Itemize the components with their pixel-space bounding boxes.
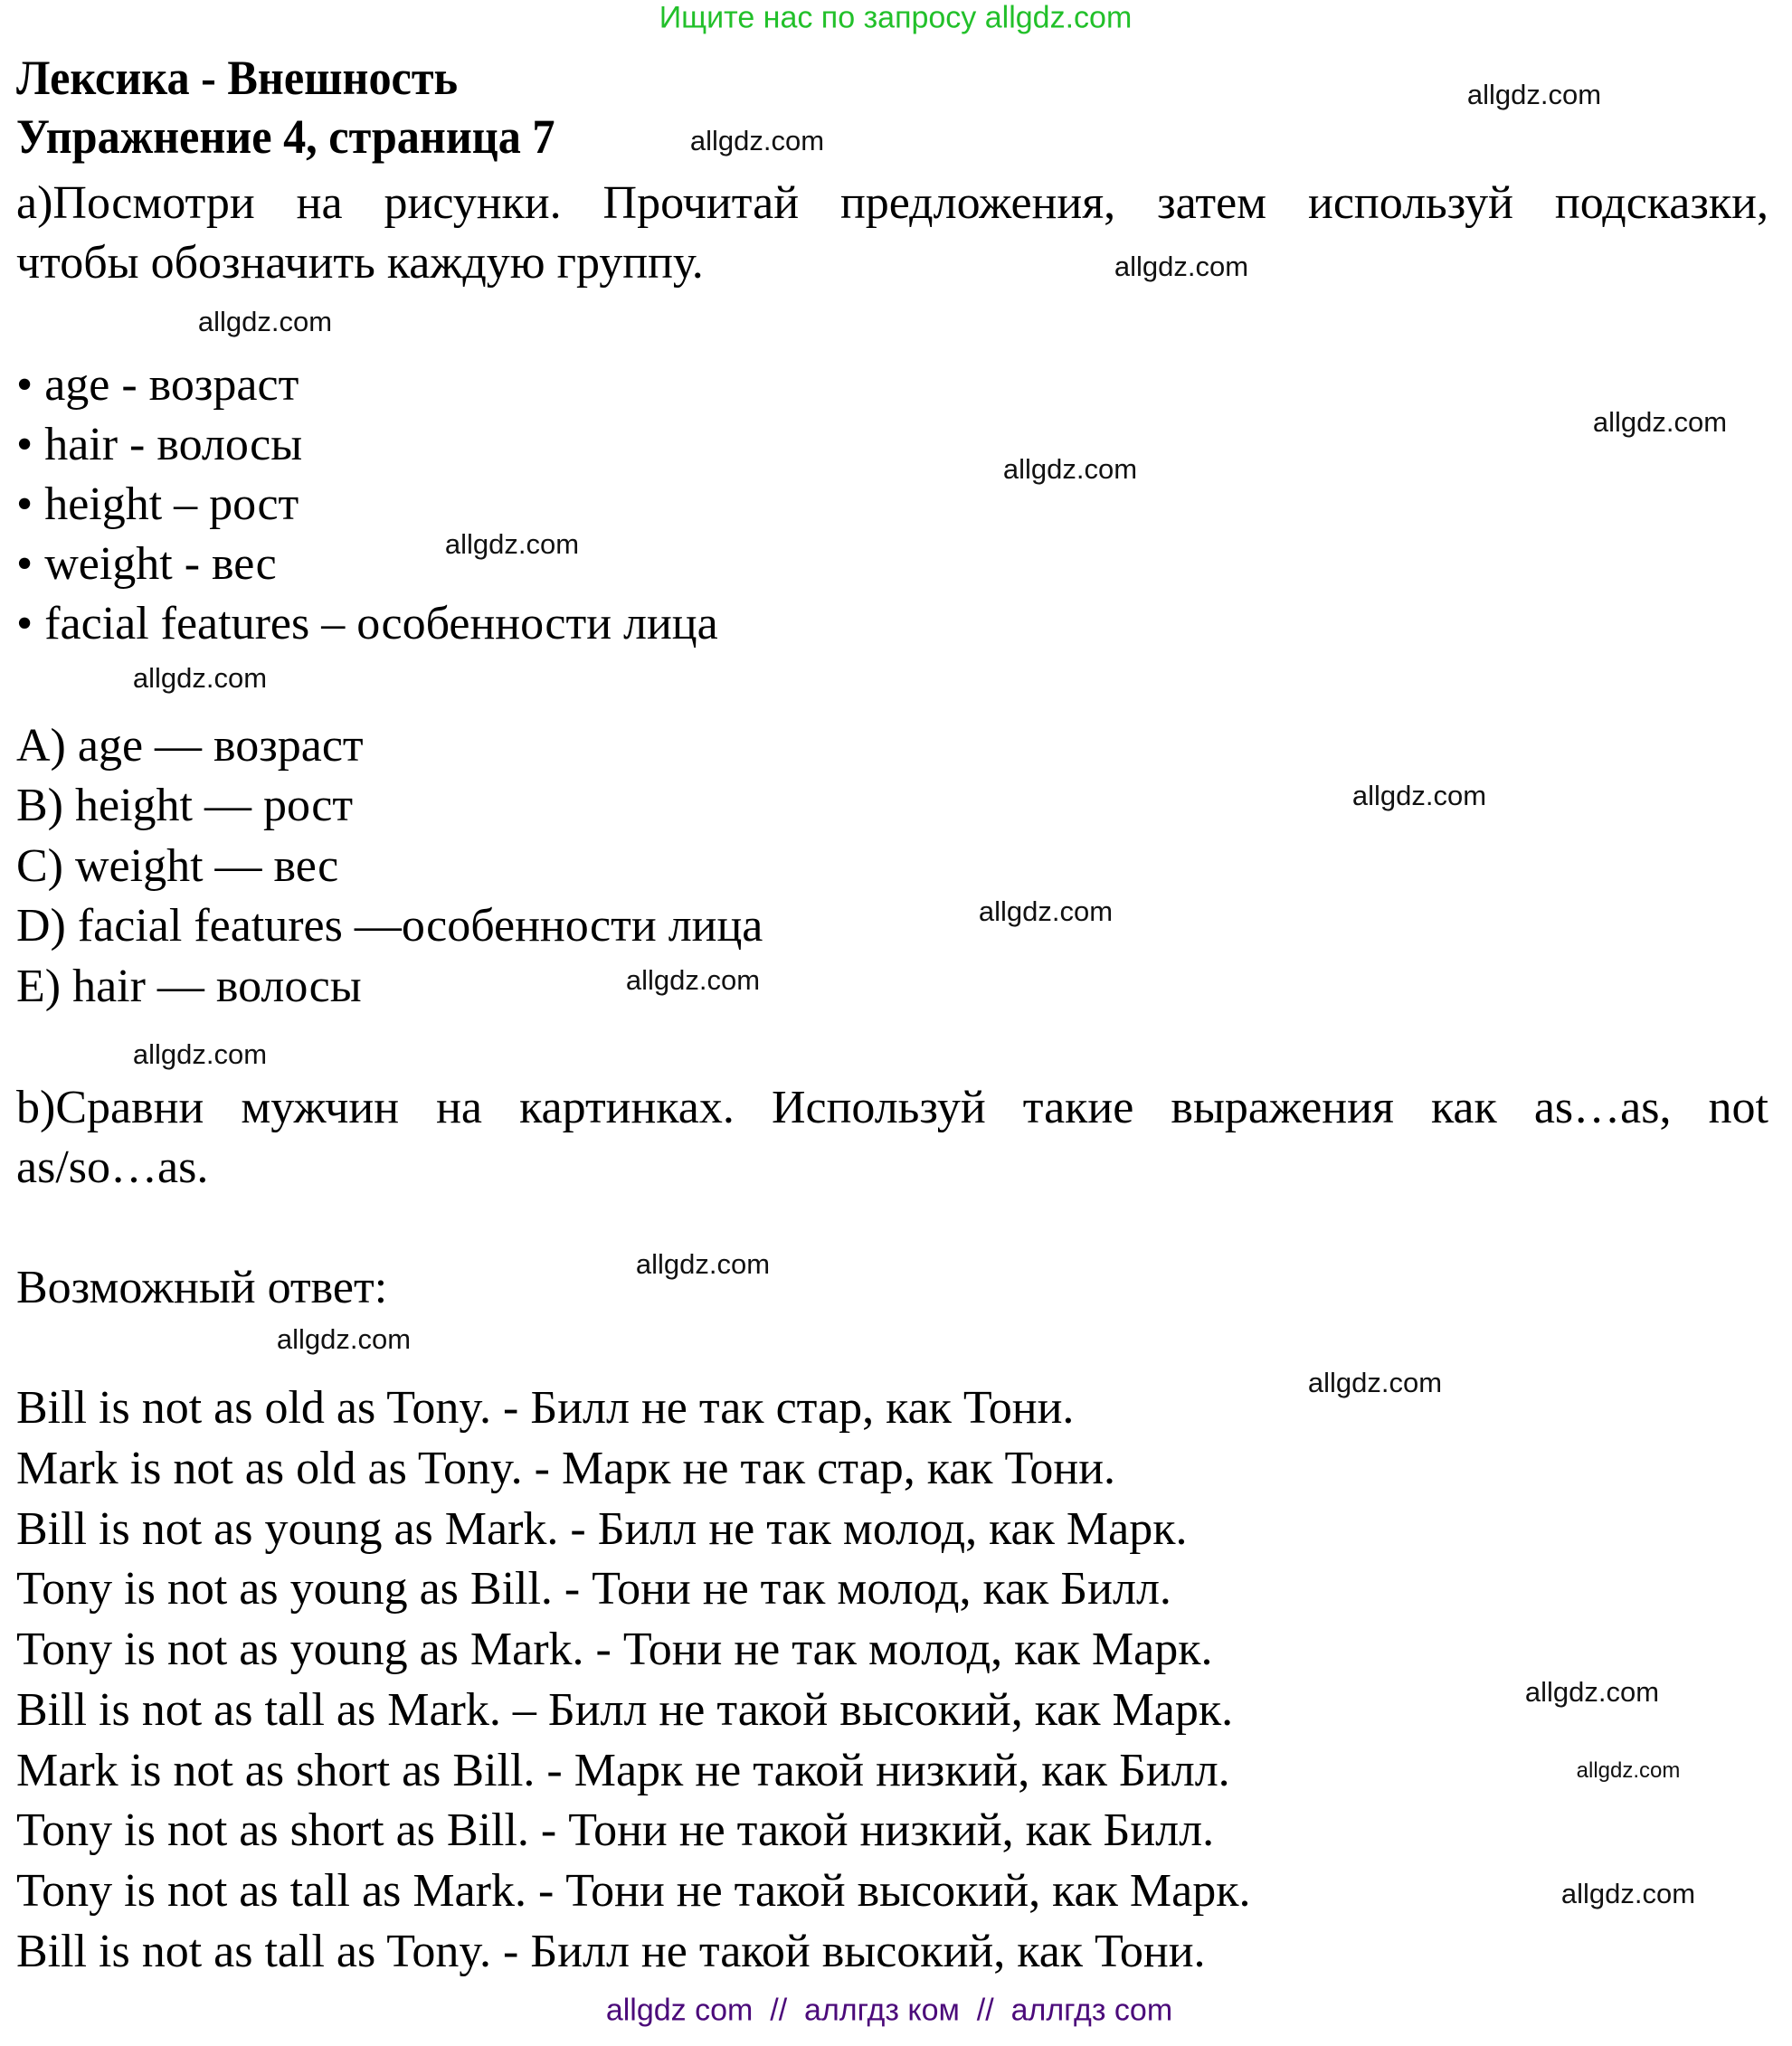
watermark: allgdz.com: [1524, 1676, 1660, 1708]
answer-a-item: B) height — рост: [16, 780, 354, 831]
answer-b-item: Tony is not as short as Bill. - Тони не такой низкий, как Билл.: [16, 1804, 1215, 1856]
watermark: allgdz.com: [689, 125, 825, 156]
answer-b-item: Mark is not as short as Bill. - Марк не такой низкий, как Билл.: [16, 1745, 1230, 1796]
watermark: allgdz.com: [132, 662, 268, 694]
watermark: allgdz.com: [1351, 780, 1487, 811]
answer-a-item: C) weight — вес: [16, 840, 339, 892]
answer-a-item: E) hair — волосы: [16, 961, 362, 1012]
task-a-line: чтобы обозначить каждую группу.: [16, 237, 704, 289]
watermark: allgdz.com: [635, 1248, 771, 1280]
task-b-line: as/so…as.: [16, 1141, 209, 1193]
page-title: Лексика - Внешность: [16, 51, 459, 105]
hint-item: • weight - вес: [16, 538, 277, 590]
watermark: allgdz.com: [197, 306, 333, 337]
search-banner: Ищите нас по запросу allgdz.com: [659, 0, 1133, 35]
watermark: allgdz.com: [1002, 453, 1138, 485]
answer-b-item: Mark is not as old as Tony. - Марк не так стар, как Тони.: [16, 1443, 1116, 1494]
watermark: allgdz.com: [1576, 1758, 1681, 1783]
watermark: allgdz.com: [276, 1323, 412, 1355]
watermark: allgdz.com: [1466, 79, 1602, 110]
watermark: allgdz.com: [132, 1038, 268, 1070]
answer-b-item: Bill is not as tall as Mark. – Билл не такой высокий, как Марк.: [16, 1684, 1234, 1736]
answer-b-item: Tony is not as young as Bill. - Тони не так молод, как Билл.: [16, 1563, 1171, 1615]
task-b-line: b)Сравни мужчин на картинках. Используй такие выражения как as…as, not: [16, 1082, 1768, 1133]
hint-item: • age - возраст: [16, 359, 299, 411]
watermark: allgdz.com: [625, 964, 761, 996]
answer-b-item: Bill is not as tall as Tony. - Билл не такой высокий, как Тони.: [16, 1926, 1206, 1977]
answer-b-item: Tony is not as young as Mark. - Тони не так молод, как Марк.: [16, 1624, 1213, 1675]
watermark: allgdz.com: [978, 895, 1114, 927]
answer-b-item: Tony is not as tall as Mark. - Тони не такой высокий, как Марк.: [16, 1865, 1251, 1917]
watermark: allgdz.com: [1307, 1367, 1443, 1398]
watermark: allgdz.com: [1592, 406, 1728, 438]
exercise-title: Упражнение 4, страница 7: [16, 109, 555, 164]
hint-item: • facial features – особенности лица: [16, 598, 718, 649]
possible-answer-label: Возможный ответ:: [16, 1262, 388, 1313]
answer-b-item: Bill is not as young as Mark. - Билл не так молод, как Марк.: [16, 1503, 1188, 1555]
watermark: allgdz.com: [1560, 1878, 1696, 1909]
hint-item: • height – рост: [16, 478, 299, 530]
watermark: allgdz.com: [1114, 251, 1249, 282]
footer-links: allgdz com // аллгдз ком // аллгдз com: [605, 1993, 1173, 2028]
hint-item: • hair - волосы: [16, 419, 303, 470]
answer-a-item: D) facial features —особенности лица: [16, 900, 763, 952]
answer-b-item: Bill is not as old as Tony. - Билл не так стар, как Тони.: [16, 1382, 1075, 1434]
task-a-line: а)Посмотри на рисунки. Прочитай предложения, затем используй подсказки,: [16, 177, 1768, 229]
watermark: allgdz.com: [444, 528, 580, 560]
answer-a-item: A) age — возраст: [16, 720, 364, 772]
